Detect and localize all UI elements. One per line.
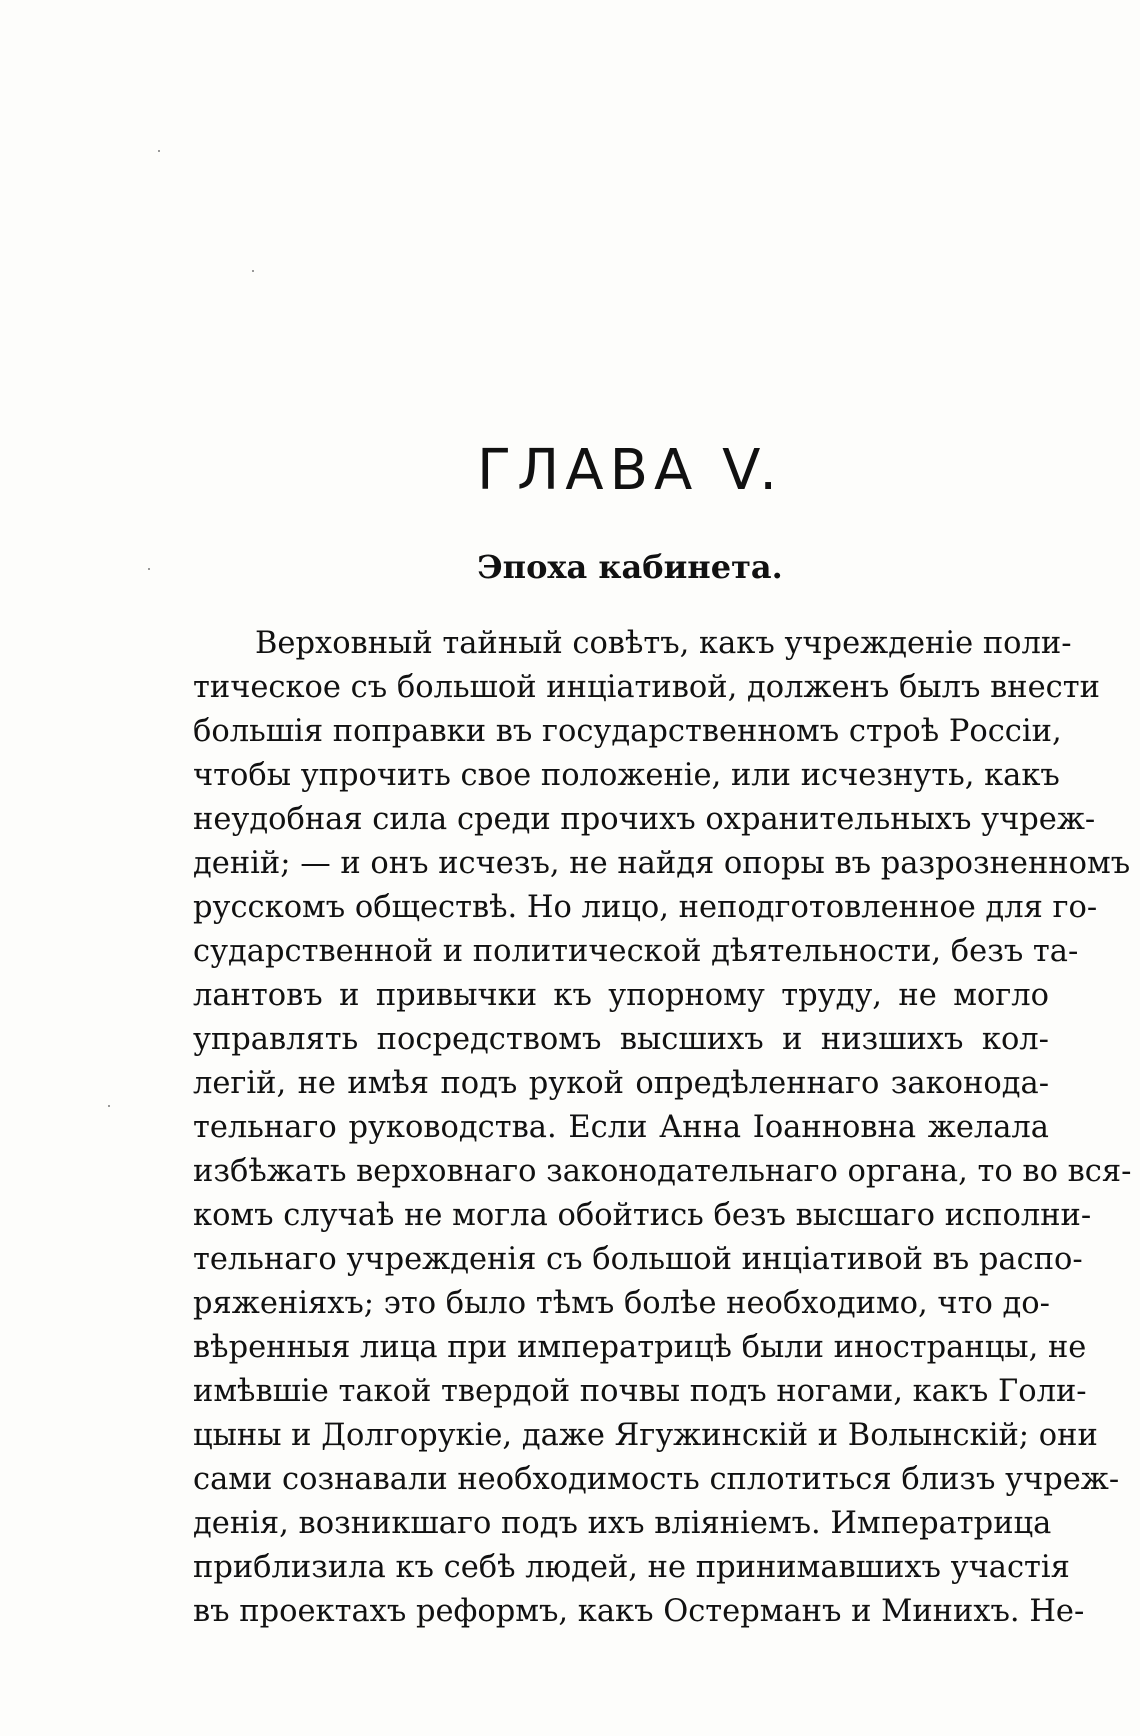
text-line: въ проектахъ реформъ, какъ Остерманъ и Минихъ. Не- bbox=[193, 1594, 1085, 1629]
text-line: тельнаго учрежденія съ большой инціативой въ распо- bbox=[193, 1242, 1083, 1277]
scan-speck bbox=[158, 150, 160, 152]
text-line: тическое съ большой инціативой, долженъ былъ внести bbox=[193, 670, 1100, 705]
text-line: неудобная сила среди прочихъ охранительныхъ учреж- bbox=[193, 802, 1096, 837]
text-line: тельнаго руководства. Если Анна Іоанновна желала bbox=[193, 1110, 1049, 1145]
text-line: лантовъ и привычки къ упорному труду, не могло bbox=[193, 978, 1049, 1013]
text-line: денія, возникшаго подъ ихъ вліяніемъ. Императрица bbox=[193, 1506, 1052, 1541]
text-line: чтобы упрочить свое положеніе, или исчезнуть, какъ bbox=[193, 758, 1060, 793]
text-line: Верховный тайный совѣтъ, какъ учрежденіе поли- bbox=[255, 626, 1072, 661]
scan-speck bbox=[108, 1105, 110, 1107]
body-paragraph bbox=[193, 622, 1132, 1634]
text-line: большія поправки въ государственномъ строѣ Россіи, bbox=[193, 714, 1062, 749]
text-line: цыны и Долгорукіе, даже Ягужинскій и Волынскій; они bbox=[193, 1418, 1098, 1453]
text-line: русскомъ обществѣ. Но лицо, неподготовленное для го- bbox=[193, 890, 1098, 925]
text-line: сударственной и политической дѣятельности, безъ та- bbox=[193, 934, 1079, 969]
text-line: деній; — и онъ исчезъ, не найдя опоры въ разрозненномъ bbox=[193, 846, 1131, 881]
section-title: Эпоха кабинета. bbox=[477, 548, 783, 586]
text-line: вѣренныя лица при императрицѣ были иностранцы, не bbox=[193, 1330, 1087, 1365]
text-line: управлять посредствомъ высшихъ и низшихъ кол- bbox=[193, 1022, 1049, 1057]
text-line: комъ случаѣ не могла обойтись безъ высшаго исполни- bbox=[193, 1198, 1092, 1233]
text-line: ряженіяхъ; это было тѣмъ болѣе необходимо, что до- bbox=[193, 1286, 1050, 1321]
text-line: приблизила къ себѣ людей, не принимавшихъ участія bbox=[193, 1550, 1070, 1585]
text-line: легій, не имѣя подъ рукой опредѣленнаго законода- bbox=[193, 1066, 1049, 1101]
text-line: избѣжать верховнаго законодательнаго органа, то во вся- bbox=[193, 1154, 1132, 1189]
scan-speck bbox=[252, 270, 254, 272]
text-line: сами сознавали необходимость сплотиться близъ учреж- bbox=[193, 1462, 1120, 1497]
chapter-title: ГЛАВА V. bbox=[477, 438, 783, 503]
text-line: имѣвшіе такой твердой почвы подъ ногами, какъ Голи- bbox=[193, 1374, 1087, 1409]
